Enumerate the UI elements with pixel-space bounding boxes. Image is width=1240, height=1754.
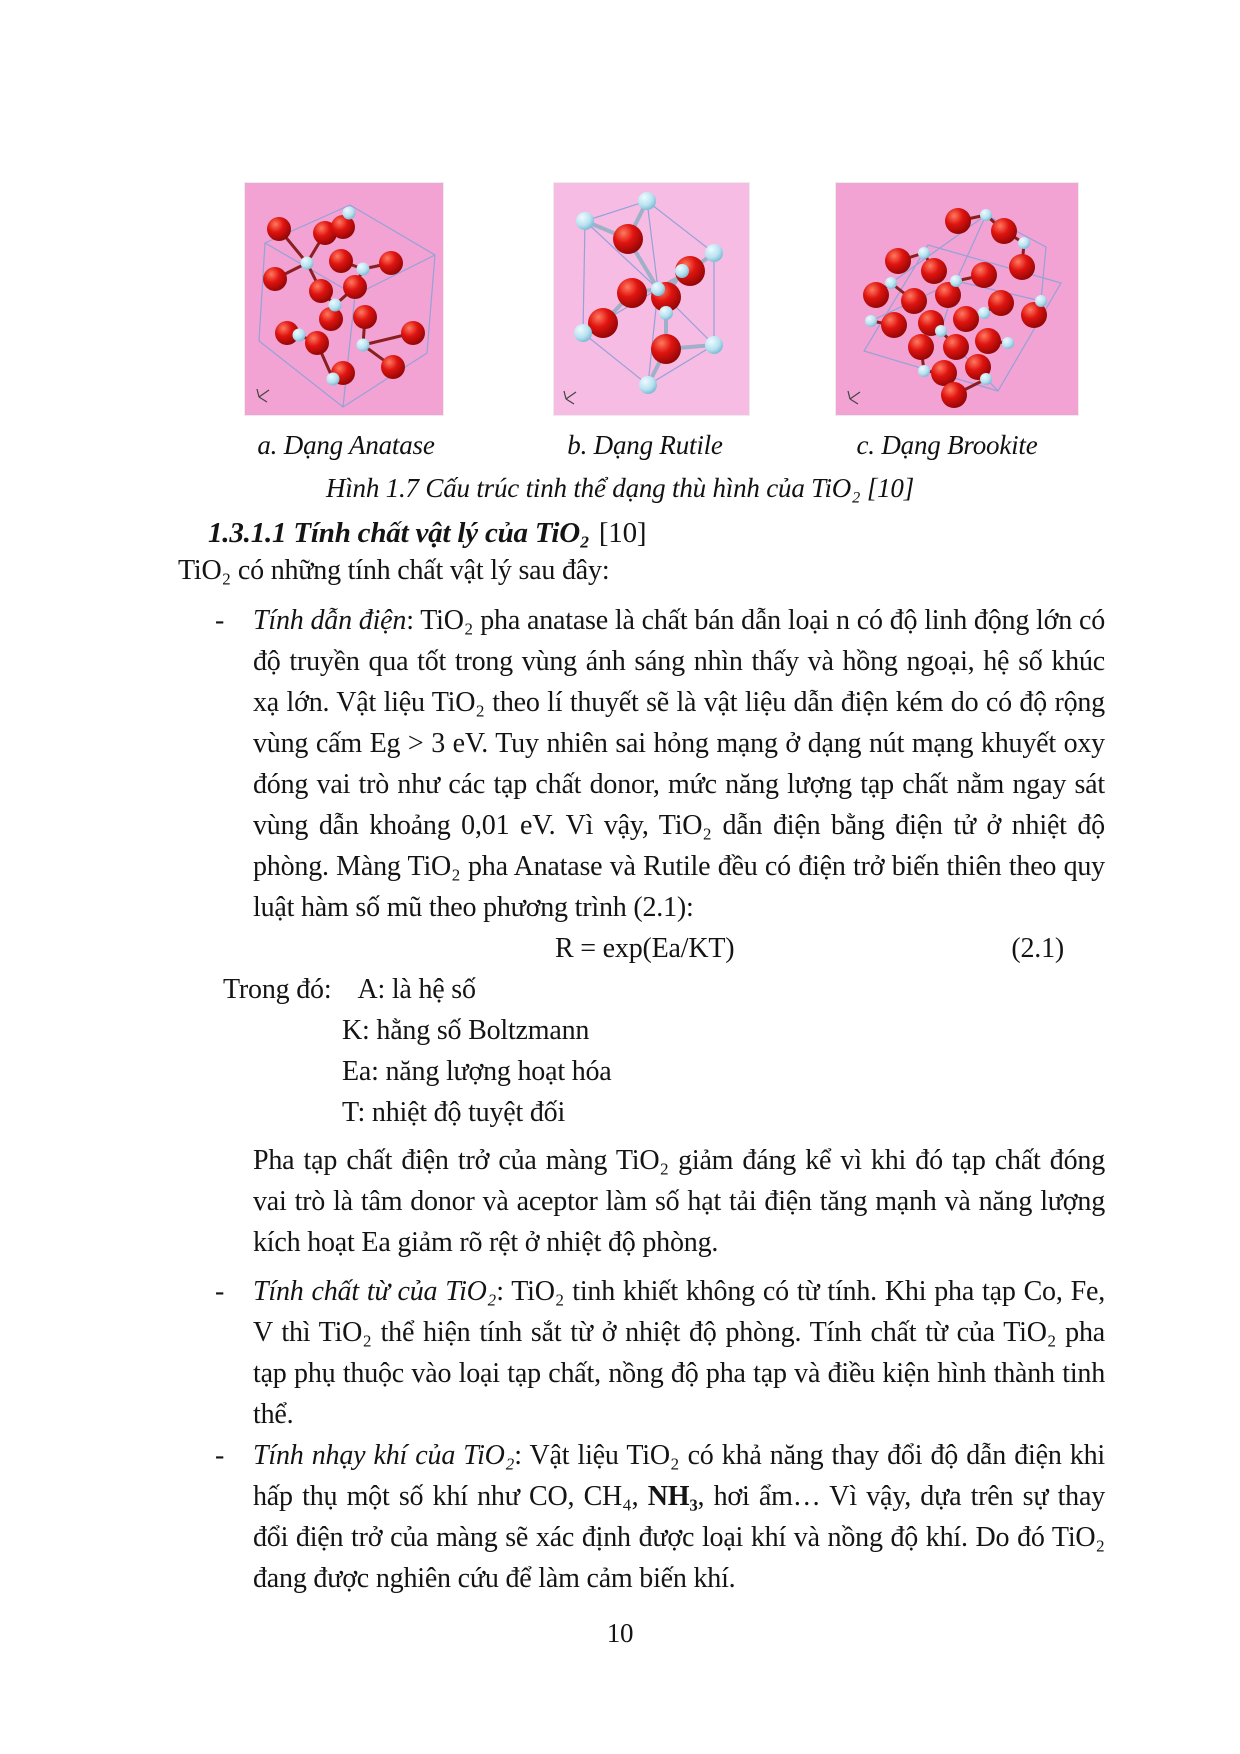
bullet-dash: - (215, 1276, 225, 1307)
intro-line: TiO₂ có những tính chất vật lý sau đây: (178, 555, 610, 586)
section-heading-text: 1.3.1.1 Tính chất vật lý của TiO₂ (208, 517, 590, 549)
section-heading (208, 516, 646, 550)
equation-number: (2.1) (1011, 933, 1064, 964)
bullet-item-gas-sensitivity (178, 1435, 1105, 1599)
where-label-row (178, 969, 1105, 1010)
equation-formula: R = exp(Ea/KT) (555, 933, 735, 964)
bullet-item-magnetic (178, 1271, 1105, 1435)
equation-row (178, 928, 1105, 969)
bullet-lead: Tính nhạy khí của TiO₂ (253, 1440, 515, 1471)
where-item-ea: Ea: năng lượng hoạt hóa (342, 1056, 612, 1087)
bullet-lead: Tính chất từ của TiO₂ (253, 1276, 497, 1307)
page-number: 10 (606, 1618, 634, 1648)
doping-paragraph: Pha tạp chất điện trở của màng TiO₂ giảm đáng kể vì khi đó tạp chất đóng vai trò là tâm donor và aceptor làm số hạt tải điện tăng mạnh và năng lượng kích hoạt Ea giảm rõ rệt ở nhiệt độ phòng. (253, 1145, 1105, 1258)
crystal-structure-rutile-svg (554, 183, 749, 415)
content-block (178, 600, 1105, 1599)
where-item-a: A: là hệ số (357, 974, 476, 1005)
bullet-dash: - (215, 605, 225, 636)
bullet-dash: - (215, 1440, 225, 1471)
figure-caption: Hình 1.7 Cấu trúc tinh thể dạng thù hình của TiO₂ [10] (325, 473, 915, 503)
rutile-structure-image (554, 183, 749, 415)
crystal-structure-brookite-svg (836, 183, 1078, 415)
bullet-lead: Tính dẫn điện (253, 605, 407, 636)
figure-subcaption-a: a. Dạng Anatase (257, 430, 435, 460)
figure-subcaption-c: c. Dạng Brookite (856, 430, 1038, 460)
bullet-text: : TiO₂ tinh khiết không có từ tính. Khi pha tạp Co, Fe, V thì TiO₂ thể hiện tính sắt từ ở nhiệt độ phòng. Tính chất từ của TiO₂ pha tạp phụ thuộc vào loại tạp chất, nồng độ pha tạp và điều kiện hình thành tinh thể. (253, 1276, 1105, 1430)
brookite-structure-image (836, 183, 1078, 415)
where-item-t: T: nhiệt độ tuyệt đối (342, 1097, 566, 1128)
bullet-item-conductivity (178, 600, 1105, 928)
bullet-text-bold: NH₃ (647, 1481, 698, 1512)
section-heading-reference: [10] (598, 517, 647, 549)
bullet-text: : TiO₂ pha anatase là chất bán dẫn loại n có độ linh động lớn có độ truyền qua tốt trong vùng ánh sáng nhìn thấy và hồng ngoại, hệ số khúc xạ lớn. Vật liệu TiO₂ theo lí thuyết sẽ là vật liệu dẫn điện kém do có độ rộng vùng cấm Eg > 3 eV. Tuy nhiên sai hỏng mạng ở dạng nút mạng khuyết oxy đóng vai trò như các tạp chất donor, mức năng lượng tạp chất nằm ngay sát vùng dẫn khoảng 0,01 eV. Vì vậy, TiO₂ dẫn điện bằng điện tử ở nhiệt độ phòng. Màng TiO₂ pha Anatase và Rutile đều có điện trở biến thiên theo quy luật hàm số mũ theo phương trình (2.1): (253, 605, 1105, 923)
figure-subcaption-b: b. Dạng Rutile (567, 430, 723, 460)
crystal-structure-anatase-svg (245, 183, 443, 415)
bullet-text: , hơi ẩm… Vì vậy, dựa trên sự thay đổi điện trở của màng sẽ xác định được loại khí và nồng độ khí. Do đó TiO₂ đang được nghiên cứu để làm cảm biến khí. (253, 1481, 1105, 1594)
where-label: Trong đó: (223, 974, 332, 1005)
where-item-k: K: hằng số Boltzmann (342, 1015, 590, 1046)
anatase-structure-image (245, 183, 443, 415)
bullet-text: : Vật liệu TiO₂ có khả năng thay đổi độ dẫn điện khi hấp thụ một số khí như CO, CH₄, (253, 1440, 1105, 1512)
